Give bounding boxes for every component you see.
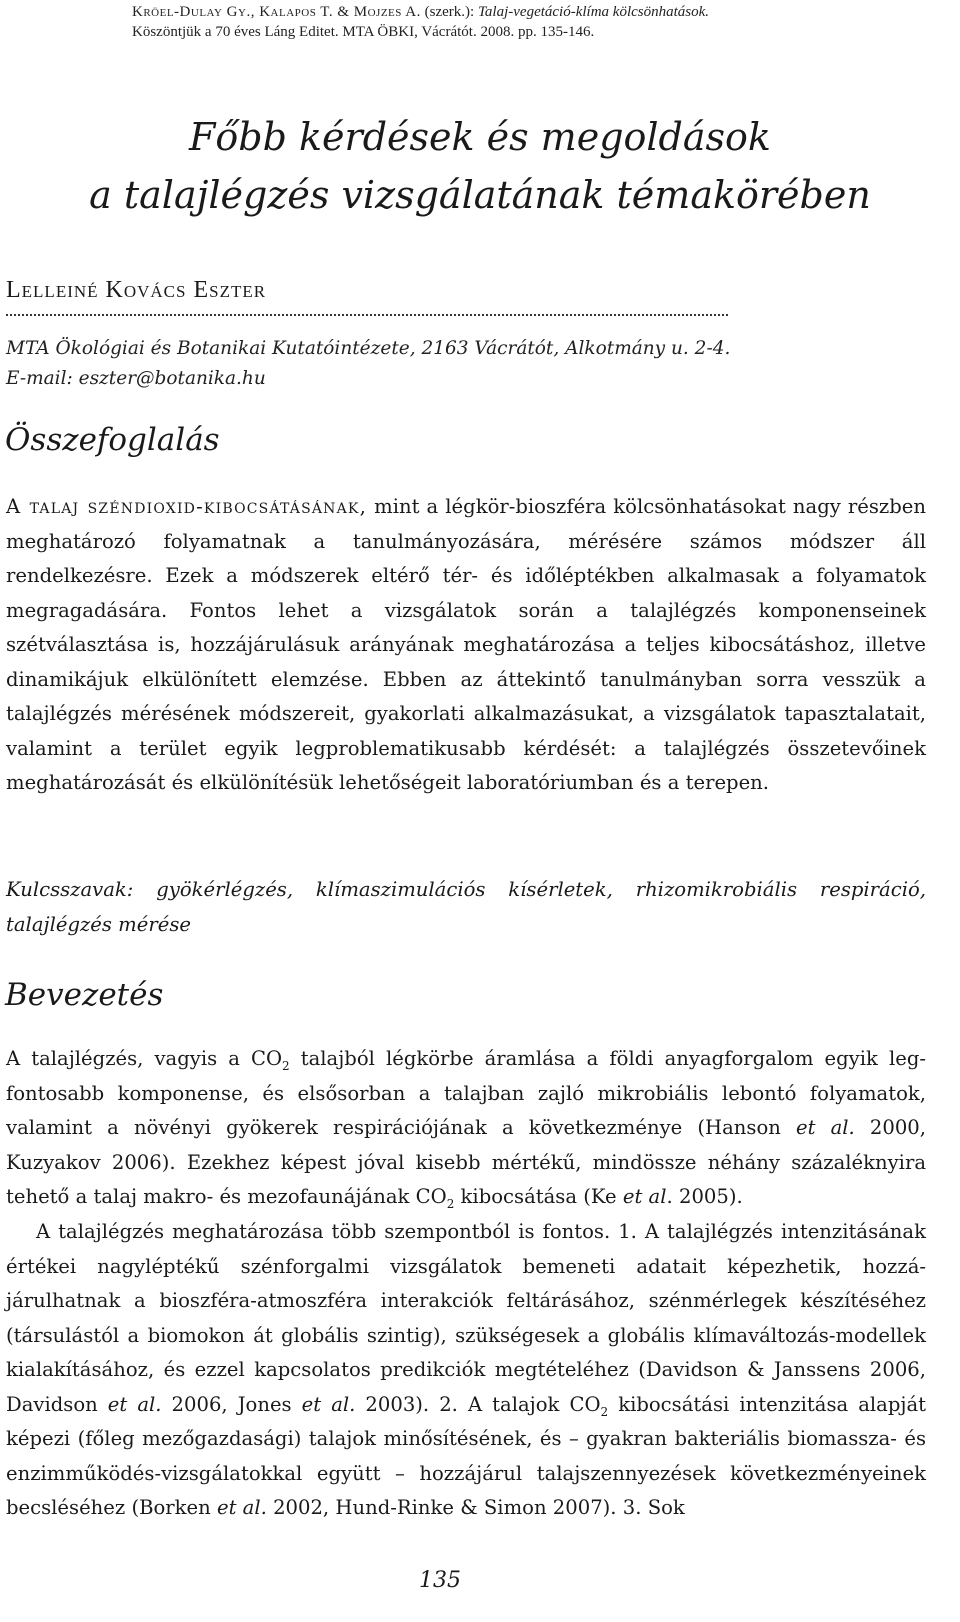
paper-title-line-1: Főbb kérdések és megoldások xyxy=(189,115,771,159)
summary-heading: Összefoglalás xyxy=(5,422,220,458)
citation-book-title: Talaj-vegetáció-klíma kölcsönhatások. xyxy=(477,4,710,20)
text-run: A talajlégzés meghatározása több szempontból is fontos. 1. A talajlégzés intenzitásának értékei nagyléptékű szénforgalmi vizsgálatok bemeneti adatait képezhetik, hozzájárulhatnak a bioszféra-atmoszféra interakciók feltárásához, szénmérlegek készítéséhez (társulástól a biomokon át globális szintig), szükségesek a globális klímaváltozás-modellek kialakításához, és ezzel kapcsolatos predikciók megtételéhez (Davidson & Janssens 2006, Davidson xyxy=(6,1220,926,1416)
et-al: et al xyxy=(622,1185,667,1208)
paper-title xyxy=(0,108,960,224)
citation-line-1 xyxy=(132,2,852,22)
affiliation-address: MTA Ökológiai és Botanikai Kutatóintézete, 2163 Vácrátót, Alkotmány u. 2-4. xyxy=(6,338,731,359)
citation-editor: (szerk.): xyxy=(420,4,478,20)
subscript: 2 xyxy=(600,1404,609,1419)
intro-paragraph-1 xyxy=(6,1042,926,1215)
text-run: talajból légkörbe áramlása a földi anyagforgalom egyik legfontosabb komponense, és elsősorban a talajban zajló mikrobiális lebontó folyamatok, valamint a növényi gyökerek respirációjának a következménye (Hanson xyxy=(6,1047,926,1139)
text-run: kibocsátása (Ke xyxy=(454,1185,623,1208)
text-run: . 2005). xyxy=(666,1185,743,1208)
abstract-paragraph xyxy=(6,490,926,801)
et-al: et al. xyxy=(301,1392,356,1416)
author-name: Lelleiné Kovács Eszter xyxy=(6,277,267,303)
citation-header xyxy=(132,2,852,42)
citation-line-2: Köszöntjük a 70 éves Láng Editet. MTA ÖBKI, Vácrátót. 2008. pp. 135-146. xyxy=(132,24,595,40)
intro-paragraph-2 xyxy=(6,1215,926,1526)
affiliation xyxy=(6,334,906,394)
page-number: 135 xyxy=(419,1568,461,1593)
dotted-divider xyxy=(6,314,728,316)
affiliation-email: E-mail: eszter@botanika.hu xyxy=(6,368,266,389)
paper-title-line-2: a talajlégzés vizsgálatának témakörében xyxy=(89,173,871,217)
text-run: 2000, Kuzyakov 2006). Ezekhez képest jóval kisebb mértékű, mindössze néhány százaléknyira tehető a talaj makro- és mezofaunájának CO xyxy=(6,1116,927,1208)
et-al: et al. xyxy=(216,1496,267,1519)
et-al: et al. xyxy=(796,1116,855,1139)
et-al: et al. xyxy=(107,1392,162,1416)
text-run: A talajlégzés, vagyis a CO xyxy=(6,1047,283,1070)
text-run: 2006, Jones xyxy=(161,1392,302,1416)
intro-heading: Bevezetés xyxy=(5,977,164,1013)
text-run: kibocsátási intenzitása alapját képezi (főleg mezőgazdasági) talajok minősítésének, és – gyakran bakteriális biomassza- és enzimműködés-vizsgálatokkal együtt – hozzájárul talajszennyezések következményeinek becsléséhez (Borken xyxy=(6,1392,927,1519)
text-run: 2002, Hund-Rinke & Simon 2007). 3. Sok xyxy=(266,1496,685,1519)
keywords: Kulcsszavak: gyökérlégzés, klímaszimulációs kísérletek, rhizomikrobiális respiráció, talajlégzés mérése xyxy=(6,878,926,936)
citation-authors: Kröel-Dulay Gy., Kalapos T. & Mojzes A. xyxy=(132,4,421,20)
text-run: 2003). 2. A talajok CO xyxy=(355,1392,601,1416)
subscript: 2 xyxy=(446,1197,455,1211)
abstract-lead: A talaj széndioxid-kibocsátásának, xyxy=(6,495,368,518)
subscript: 2 xyxy=(282,1059,290,1073)
abstract-body: mint a légkör-bioszféra kölcsönhatásokat nagy részben meghatározó folyamatnak a tanulmányozására, mérésére számos módszer áll rendelkezésre. Ezek a módszerek eltérő tér- és időléptékben alkalmasak a folyamatok megragadására. Fontos lehet a vizsgálatok során a talajlégzés komponenseinek szétválasztása is, hozzájárulásuk arányának meghatározása a teljes kibocsátáshoz, illetve dinamikájuk elkülönített elemzése. Ebben az áttekintő tanulmányban sorra vesszük a talajlégzés mérésének módszereit, gyakorlati alkalmazásukat, a vizsgálatok tapasztalatait, valamint a terület egyik legproblematikusabb kérdését: a talajlégzés összetevőinek meghatározását és elkülönítésük lehetőségeit laboratóriumban és a terepen. xyxy=(6,495,926,794)
